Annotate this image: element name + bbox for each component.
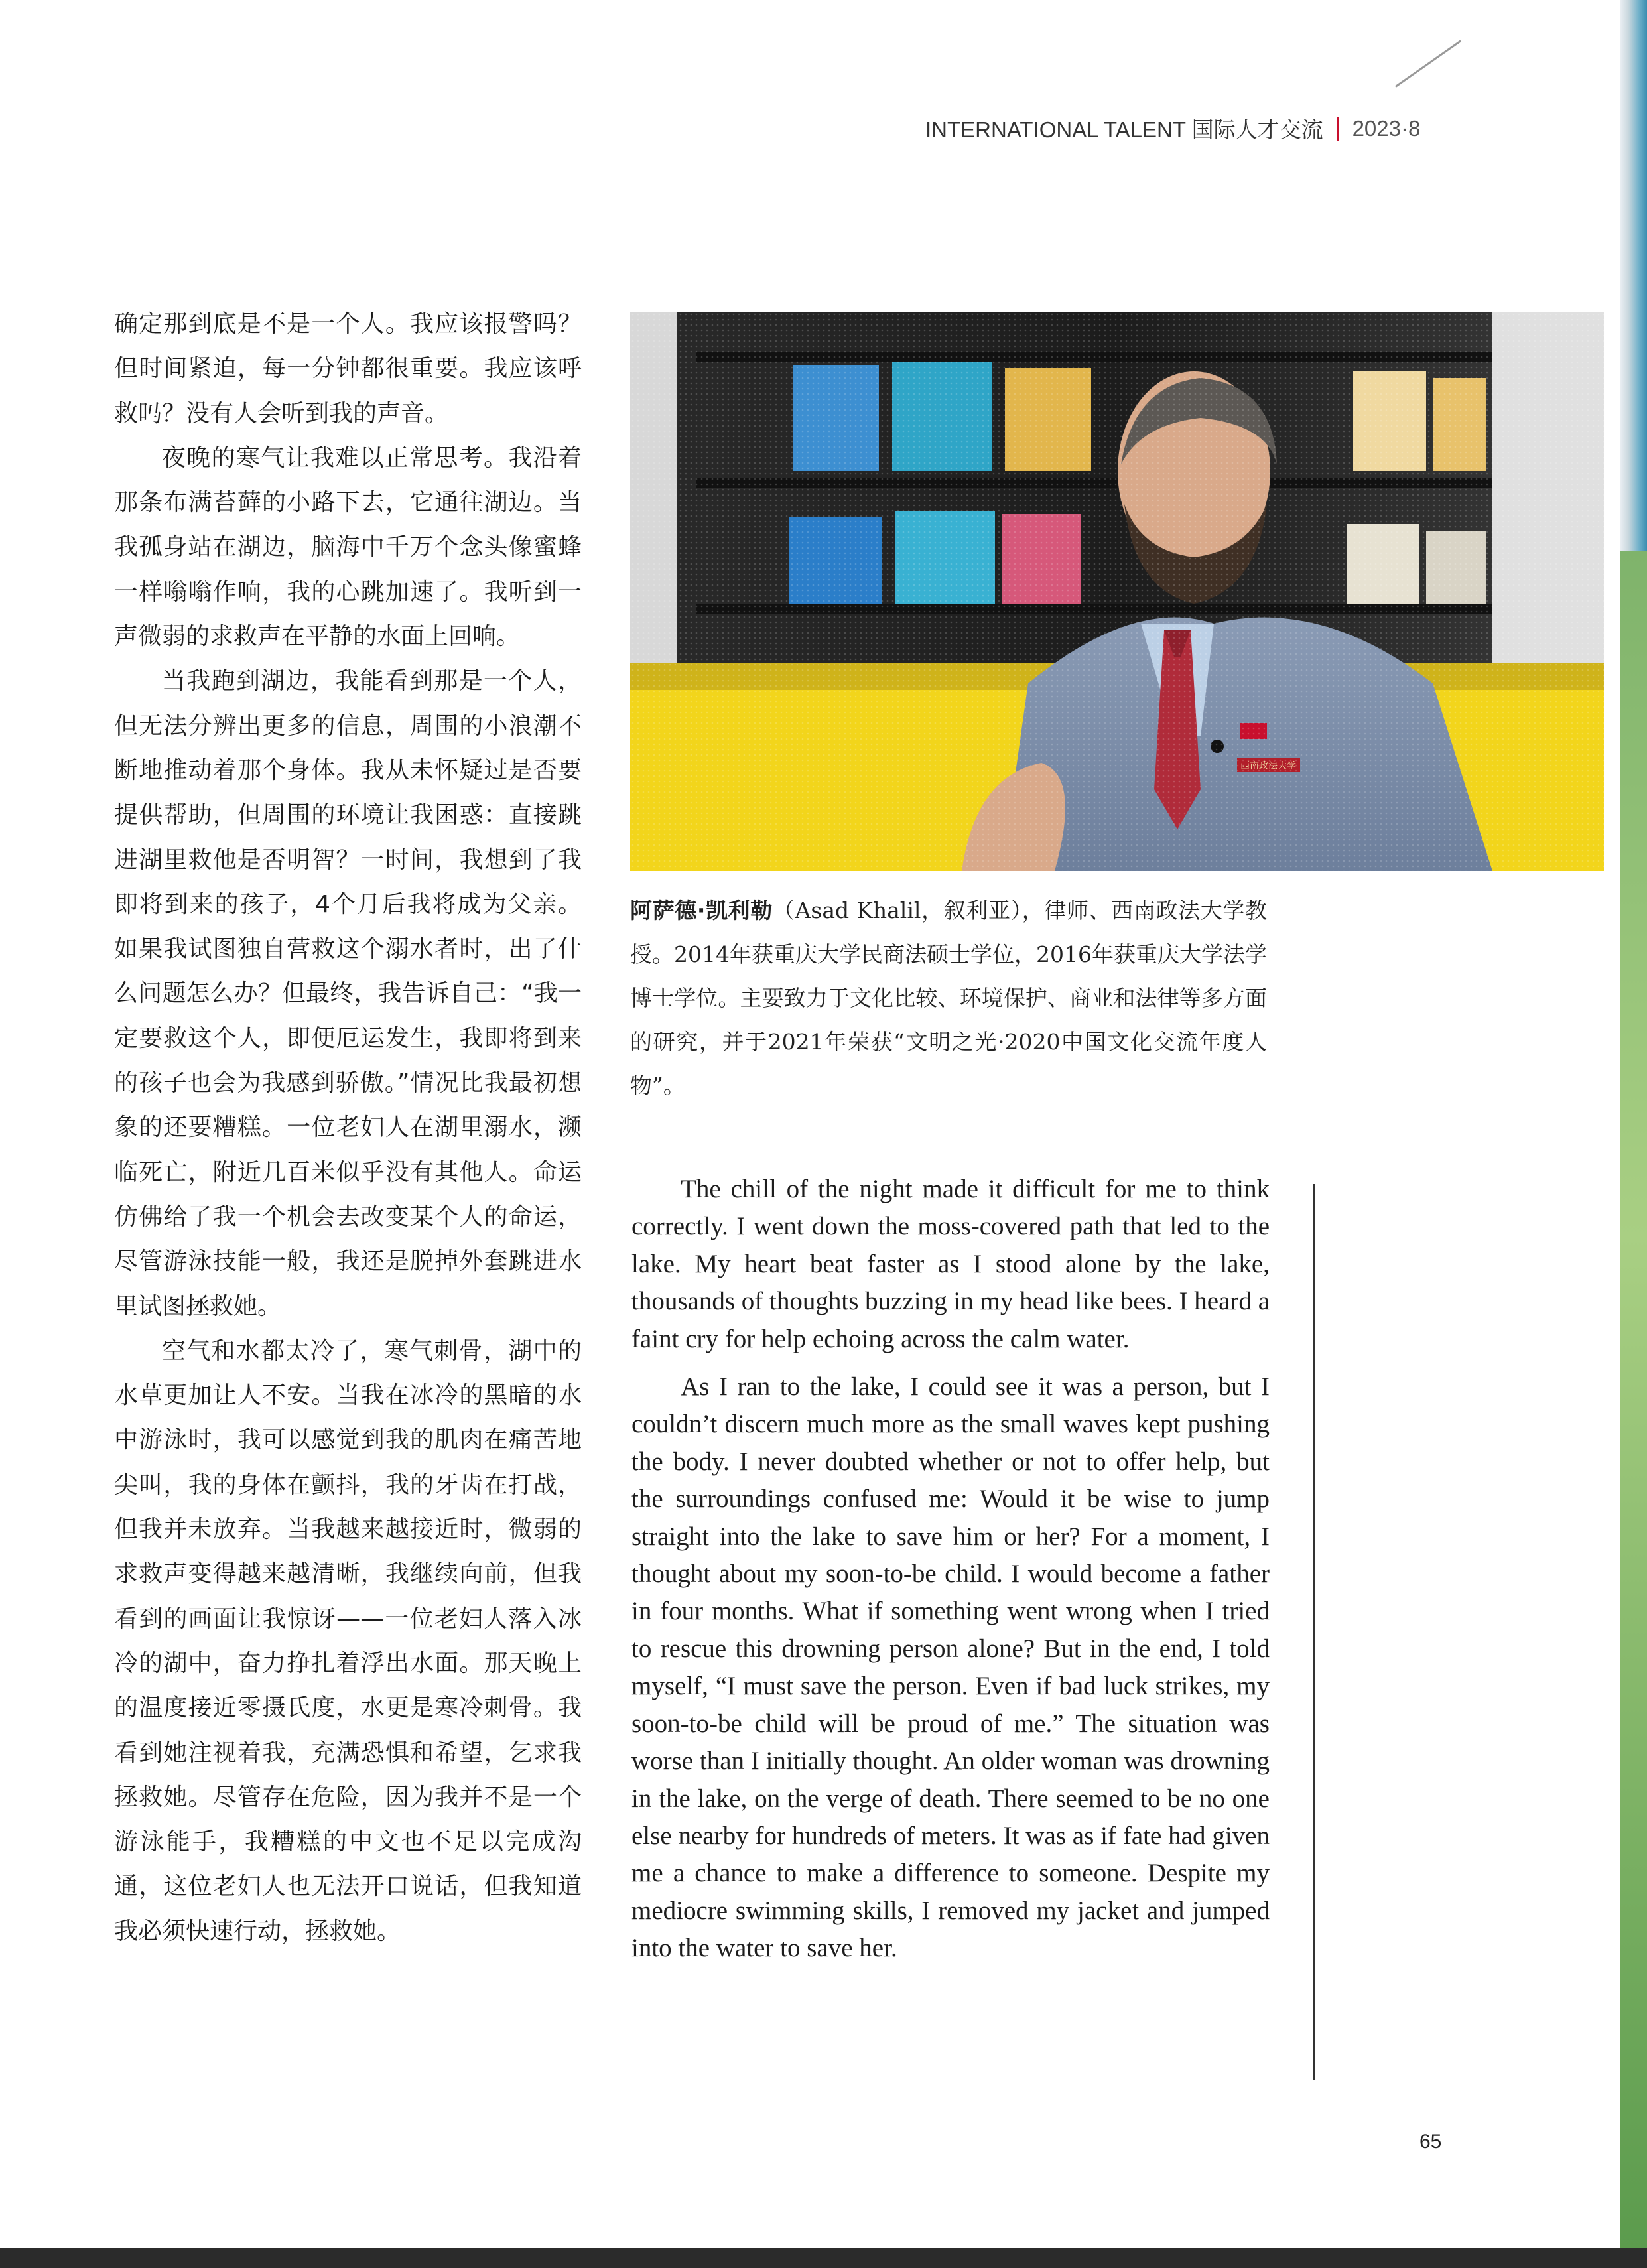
page-edge-right-lower	[1620, 551, 1647, 2268]
page-number: 65	[1419, 2131, 1442, 2153]
page-edge-bottom	[0, 2248, 1647, 2268]
portrait-illustration	[630, 312, 1604, 871]
magazine-title: INTERNATIONAL TALENT 国际人才交流	[925, 117, 1323, 142]
cn-paragraph: 当我跑到湖边，我能看到那是一个人，但无法分辨出更多的信息，周围的小浪潮不断地推动着那个身体。我从未怀疑过是否要提供帮助，但周围的环境让我困惑：直接跳进湖里救他是否明智？一时间，我想到了我即将到来的孩子，4个月后我将成为父亲。如果我试图独自营救这个溺水者时，出了什么问题怎么办？但最终，我告诉自己：“我一定要救这个人，即便厄运发生，我即将到来的孩子也会为我感到骄傲。”情况比我最初想象的还要糟糕。一位老妇人在湖里溺水，濒临死亡，附近几百米似乎没有其他人。命运仿佛给了我一个机会去改变某个人的命运，尽管游泳技能一般，我还是脱掉外套跳进水里试图拯救她。	[114, 667, 582, 1320]
caption-text: （Asad Khalil，叙利亚），律师、西南政法大学教授。2014年获重庆大学民商法硕士学位，2016年获重庆大学法学博士学位。主要致力于文化比较、环境保护、商业和法律等多方面的研究，并于2021年荣获“文明之光·2020中国文化交流年度人物”。	[630, 898, 1267, 1099]
english-text-column	[631, 1171, 1270, 1978]
issue-date: 2023·8	[1352, 115, 1421, 141]
vertical-rule	[1313, 1184, 1315, 2080]
corner-fold	[1372, 7, 1461, 87]
cn-paragraph: 确定那到底是不是一个人。我应该报警吗？但时间紧迫，每一分钟都很重要。我应该呼救吗？没有人会听到我的声音。	[114, 310, 582, 427]
chinese-text-column	[114, 302, 582, 1954]
en-paragraph: As I ran to the lake, I could see it was a person, but I couldn’t discern much more as the small waves kept pushing the body. I never doubted whether or not to offer help, but the surroundings confused me: Would it be wise to jump straight into the lake to save him or her? For a moment, I thought about my soon-to-be child. I would become a father in four months. What if something went wrong when I tried to rescue this drowning person alone? But in the end, I told myself, “I must save the person. Even if bad luck strikes, my soon-to-be child will be proud of me.” The situation was worse than I initially thought. An older woman was drowning in the lake, on the verge of death. There seemed to be no one else nearby for hundreds of meters. It was as if fate had given me a chance to make a difference to someone. Despite my mediocre swimming skills, I removed my jacket and jumped into the water to save her.	[631, 1372, 1270, 1963]
name-badge-text: 西南政法大学	[1240, 761, 1296, 771]
portrait-photo	[630, 312, 1604, 871]
running-header	[925, 113, 1443, 144]
cn-paragraph: 夜晚的寒气让我难以正常思考。我沿着那条布满苔藓的小路下去，它通往湖边。当我孤身站在湖边，脑海中千万个念头像蜜蜂一样嗡嗡作响，我的心跳加速了。我听到一声微弱的求救声在平静的水面上回响。	[114, 444, 582, 651]
en-paragraph: The chill of the night made it difficult for me to think correctly. I went down the moss-covered path that led to the lake. My heart beat faster as I stood alone by the lake, thousands of thoughts buzzing in my head like bees. I heard a faint cry for help echoing across the calm water.	[631, 1175, 1270, 1353]
photo-caption	[630, 889, 1267, 1108]
header-separator	[1337, 117, 1339, 141]
cn-paragraph: 空气和水都太冷了，寒气刺骨，湖中的水草更加让人不安。当我在冰冷的黑暗的水中游泳时，我可以感觉到我的肌肉在痛苦地尖叫，我的身体在颤抖，我的牙齿在打战，但我并未放弃。当我越来越接近时，微弱的求救声变得越来越清晰，我继续向前，但我看到的画面让我惊讶——一位老妇人落入冰冷的湖中，奋力挣扎着浮出水面。那天晚上的温度接近零摄氏度，水更是寒冷刺骨。我看到她注视着我，充满恐惧和希望，乞求我拯救她。尽管存在危险，因为我并不是一个游泳能手，我糟糕的中文也不足以完成沟通，这位老妇人也无法开口说话，但我知道我必须快速行动，拯救她。	[114, 1337, 582, 1945]
caption-name: 阿萨德·凯利勒	[630, 898, 773, 923]
